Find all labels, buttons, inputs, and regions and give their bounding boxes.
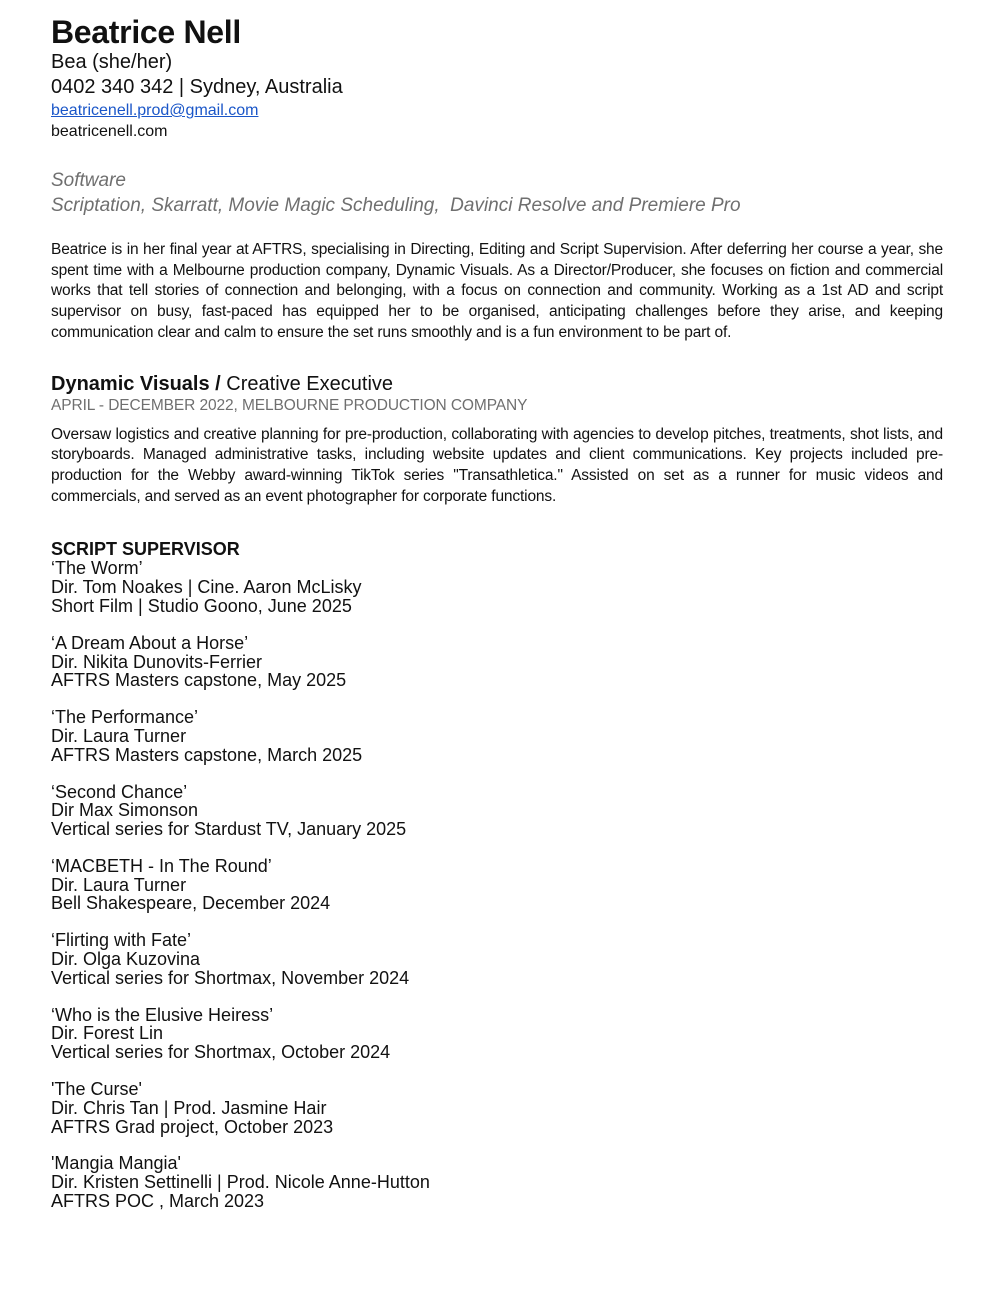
credit-item xyxy=(51,783,943,839)
credit-title: 'The Curse' xyxy=(51,1079,142,1100)
credit-title: ‘Who is the Elusive Heiress’ xyxy=(51,1004,274,1025)
credit-crew: Dir Max Simonson xyxy=(51,800,199,821)
script-supervisor-section xyxy=(51,540,943,1211)
software-list: Scriptation, Skarratt, Movie Magic Scheduling, Davinci Resolve and Premiere Pro xyxy=(51,195,741,216)
credit-item xyxy=(51,634,943,690)
credit-title: 'Mangia Mangia' xyxy=(51,1153,181,1174)
credit-details: AFTRS POC , March 2023 xyxy=(51,1191,265,1212)
section-heading: SCRIPT SUPERVISOR xyxy=(51,539,240,560)
credit-title: ‘MACBETH - In The Round’ xyxy=(51,855,272,876)
credit-crew: Dir. Forest Lin xyxy=(51,1023,164,1044)
credit-crew: Dir. Laura Turner xyxy=(51,874,187,895)
credits-list xyxy=(51,559,943,1211)
credit-details: Vertical series for Stardust TV, January 2025 xyxy=(51,819,407,840)
credit-details: Bell Shakespeare, December 2024 xyxy=(51,893,331,914)
credit-title: ‘The Worm’ xyxy=(51,558,143,579)
credit-item xyxy=(51,1154,943,1210)
candidate-name: Beatrice Nell xyxy=(51,14,241,50)
credit-item xyxy=(51,857,943,913)
credit-item xyxy=(51,1080,943,1136)
credit-crew: Dir. Olga Kuzovina xyxy=(51,949,201,970)
job-separator: / xyxy=(209,372,227,395)
job-dates-location: APRIL - DECEMBER 2022, MELBOURNE PRODUCTION COMPANY xyxy=(51,396,528,414)
credit-title: ‘The Performance’ xyxy=(51,707,199,728)
credit-title: ‘Second Chance’ xyxy=(51,781,188,802)
credit-item xyxy=(51,559,943,615)
job-role: Creative Executive xyxy=(226,372,394,395)
credit-title: ‘A Dream About a Horse’ xyxy=(51,632,249,653)
job-heading xyxy=(51,372,943,396)
software-heading: Software xyxy=(51,170,126,191)
software-section xyxy=(51,168,943,218)
contact-line: 0402 340 342 | Sydney, Australia xyxy=(51,76,343,98)
job-section xyxy=(51,372,943,508)
credit-crew: Dir. Chris Tan | Prod. Jasmine Hair xyxy=(51,1097,327,1118)
credit-item xyxy=(51,708,943,764)
resume-header xyxy=(51,14,943,142)
credit-details: AFTRS Masters capstone, May 2025 xyxy=(51,670,347,691)
job-company: Dynamic Visuals xyxy=(51,372,210,395)
job-description: Oversaw logistics and creative planning for pre-production, collaborating with agencies to develop pitches, treatments, shot lists, and storyboards. Managed administrative tasks, including website updates and client communications. Key projects included pre-production for the Webby award-winning TikTok series "Transathletica." Assisted on set as a runner for music videos and commercials, and served as an event photographer for corporate functions. xyxy=(51,425,943,505)
credit-title: ‘Flirting with Fate’ xyxy=(51,930,192,951)
credit-details: AFTRS Grad project, October 2023 xyxy=(51,1116,334,1137)
credit-details: Vertical series for Shortmax, October 2024 xyxy=(51,1042,391,1063)
credit-crew: Dir. Kristen Settinelli | Prod. Nicole Anne-Hutton xyxy=(51,1172,430,1193)
resume-page xyxy=(51,14,943,1229)
credit-item xyxy=(51,1006,943,1062)
credit-item xyxy=(51,931,943,987)
website-text: beatricenell.com xyxy=(51,123,168,140)
credit-details: Short Film | Studio Goono, June 2025 xyxy=(51,595,352,616)
email-link[interactable]: beatricenell.prod@gmail.com xyxy=(51,102,259,119)
credit-details: Vertical series for Shortmax, November 2024 xyxy=(51,967,410,988)
credit-details: AFTRS Masters capstone, March 2025 xyxy=(51,744,363,765)
credit-crew: Dir. Laura Turner xyxy=(51,725,187,746)
candidate-nickname: Bea (she/her) xyxy=(51,51,173,73)
credit-crew: Dir. Nikita Dunovits-Ferrier xyxy=(51,651,263,672)
credit-crew: Dir. Tom Noakes | Cine. Aaron McLisky xyxy=(51,577,362,598)
bio-paragraph: Beatrice is in her final year at AFTRS, specialising in Directing, Editing and Script Supervision. After deferring her course a year, she spent time with a Melbourne production company, Dynamic Visuals. As a Director/Producer, she focuses on fiction and commercial works that tell stories of connection and belonging, with a focus on connection and community. Working as a 1st AD and script supervisor on busy, fast-paced has equipped her to be organised, anticipating challenges before they arise, and keeping communication clear and calm to ensure the set runs smoothly and is a fun environment to be part of. xyxy=(51,241,943,341)
